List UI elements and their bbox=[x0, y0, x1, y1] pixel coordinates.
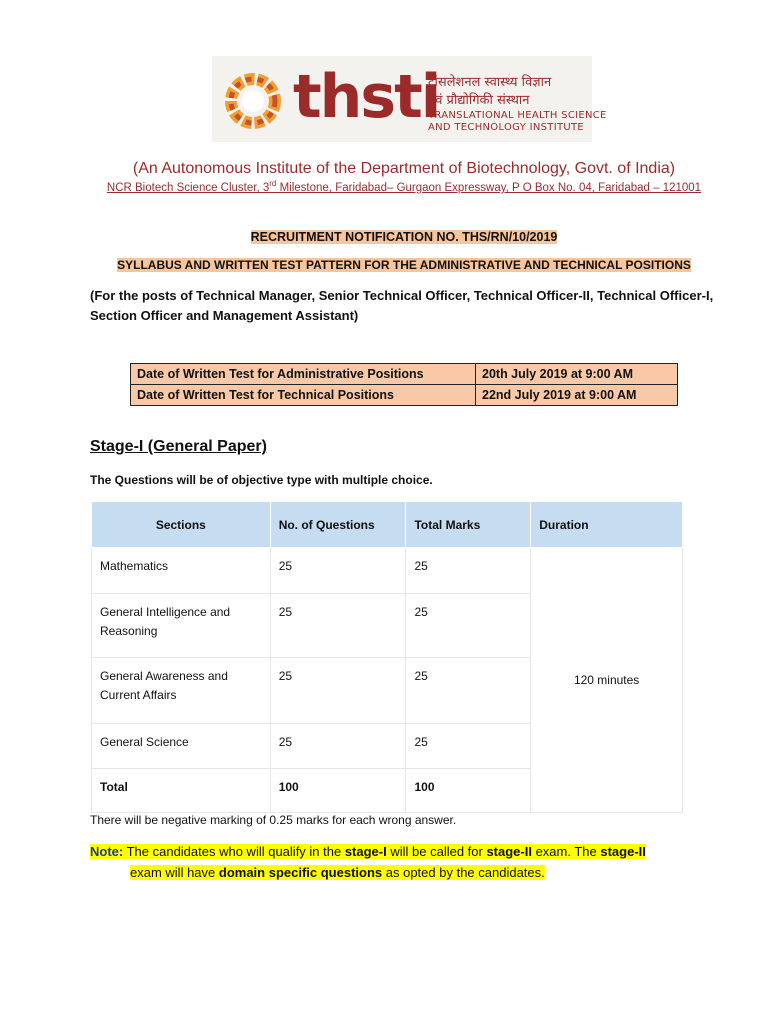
note-bold: stage-I bbox=[344, 844, 387, 859]
test-date-label: Date of Written Test for Technical Positions bbox=[131, 385, 476, 406]
table-header-row bbox=[92, 502, 683, 548]
header-questions: No. of Questions bbox=[270, 502, 406, 548]
header-sections: Sections bbox=[92, 502, 271, 548]
total-marks: 25 bbox=[406, 548, 531, 594]
institute-address bbox=[0, 179, 768, 194]
note-bold: stage-II bbox=[486, 844, 532, 859]
note-text: exam. The bbox=[531, 844, 601, 859]
address-part-2: Milestone, Faridabad– Gurgaon Expressway, P O Box No. 04, Faridabad – 121001 bbox=[276, 181, 702, 194]
header-duration: Duration bbox=[531, 502, 683, 548]
logo-wordmark: thsti bbox=[293, 62, 440, 132]
note-text: The candidates who will qualify in the bbox=[123, 844, 345, 859]
address-part-1: NCR Biotech Science Cluster, 3 bbox=[106, 181, 270, 194]
duration-cell: 120 minutes bbox=[531, 548, 683, 813]
total-label: Total bbox=[92, 769, 271, 813]
table-row bbox=[92, 548, 683, 594]
question-count: 25 bbox=[270, 594, 406, 658]
negative-marking-note: There will be negative marking of 0.25 marks for each wrong answer. bbox=[90, 813, 457, 827]
stage-note bbox=[90, 841, 690, 883]
total-marks: 25 bbox=[406, 724, 531, 769]
logo-english-line-1: TRANSLATIONAL HEALTH SCIENCE bbox=[428, 110, 607, 121]
test-dates-table bbox=[130, 363, 678, 406]
notification-number bbox=[0, 230, 768, 244]
question-count: 25 bbox=[270, 658, 406, 724]
note-label: Note: bbox=[90, 844, 124, 859]
total-marks: 25 bbox=[406, 594, 531, 658]
total-marks-sum: 100 bbox=[406, 769, 531, 813]
thsti-logo-icon bbox=[222, 70, 284, 132]
stage-heading: Stage-I (General Paper) bbox=[90, 438, 267, 455]
note-text: as opted by the candidates. bbox=[382, 865, 545, 880]
note-text: will be called for bbox=[386, 844, 487, 859]
notification-title-text: SYLLABUS AND WRITTEN TEST PATTERN FOR THE ADMINISTRATIVE AND TECHNICAL POSITIONS bbox=[117, 258, 691, 272]
total-marks: 25 bbox=[406, 658, 531, 724]
notification-title bbox=[0, 258, 768, 272]
test-date-value: 20th July 2019 at 9:00 AM bbox=[476, 364, 678, 385]
posts-description: (For the posts of Technical Manager, Senior Technical Officer, Technical Officer-II, Technical Officer-I, Section Officer and Management Assistant) bbox=[90, 288, 714, 323]
note-bold: domain specific questions bbox=[218, 865, 383, 880]
section-name: General Awareness and Current Affairs bbox=[92, 658, 271, 724]
objective-note: The Questions will be of objective type with multiple choice. bbox=[90, 473, 433, 487]
logo-hindi-line-2: एवं प्रौद्योगिकी संस्थान bbox=[428, 93, 530, 108]
notification-number-text: RECRUITMENT NOTIFICATION NO. THS/RN/10/2019 bbox=[250, 230, 558, 244]
test-date-row bbox=[131, 385, 678, 406]
logo-english-line-2: AND TECHNOLOGY INSTITUTE bbox=[428, 122, 584, 133]
exam-pattern-table bbox=[91, 501, 683, 813]
section-name: Mathematics bbox=[92, 548, 271, 594]
section-name: General Intelligence and Reasoning bbox=[92, 594, 271, 658]
test-date-row bbox=[131, 364, 678, 385]
institute-subtitle: (An Autonomous Institute of the Department of Biotechnology, Govt. of India) bbox=[132, 160, 676, 177]
section-name: General Science bbox=[92, 724, 271, 769]
header-marks: Total Marks bbox=[406, 502, 531, 548]
note-text: exam will have bbox=[130, 865, 219, 880]
test-date-value: 22nd July 2019 at 9:00 AM bbox=[476, 385, 678, 406]
total-questions: 100 bbox=[270, 769, 406, 813]
question-count: 25 bbox=[270, 548, 406, 594]
question-count: 25 bbox=[270, 724, 406, 769]
address-superscript: rd bbox=[269, 179, 277, 188]
logo-hindi-line-1: ट्रांसलेशनल स्वास्थ्य विज्ञान bbox=[428, 75, 552, 90]
test-date-label: Date of Written Test for Administrative Positions bbox=[131, 364, 476, 385]
note-bold: stage-II bbox=[600, 844, 646, 859]
